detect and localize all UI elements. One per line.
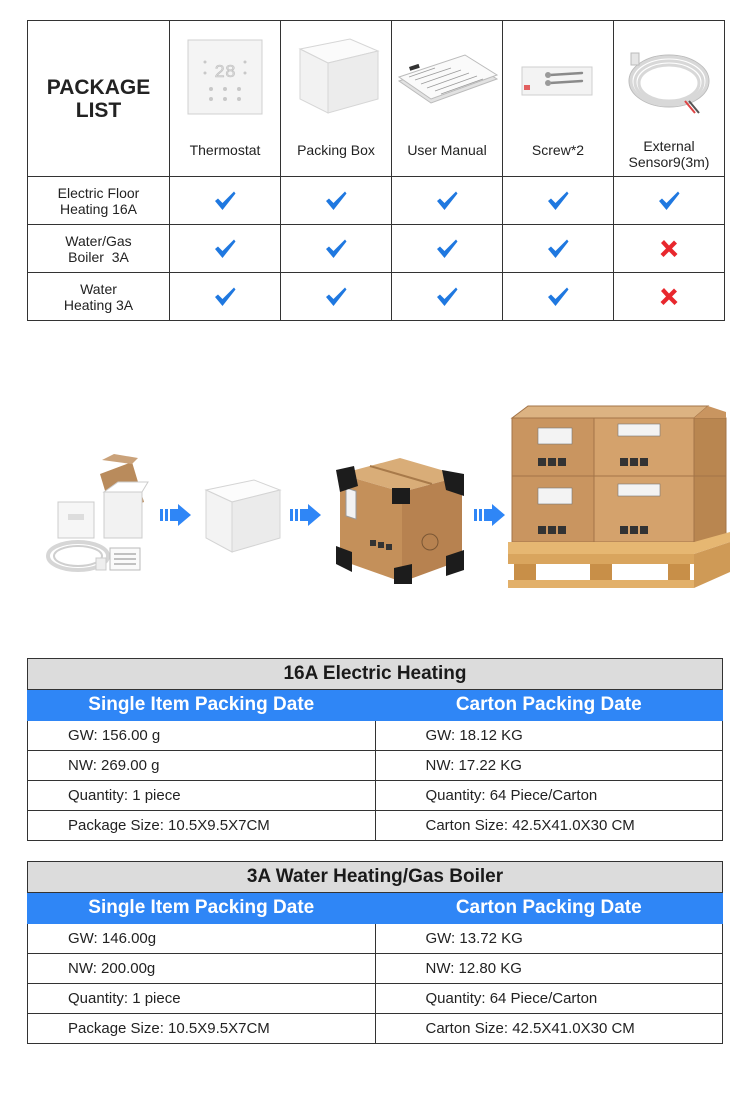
row-label-line2: Heating 16A xyxy=(59,200,138,217)
check-icon xyxy=(213,189,237,213)
included-mark xyxy=(614,273,725,321)
check-icon xyxy=(435,237,459,261)
included-mark xyxy=(170,177,281,225)
package-list-title-line1: PACKAGE xyxy=(46,75,151,99)
table-row xyxy=(28,924,723,954)
included-mark xyxy=(392,225,503,273)
screws-image xyxy=(520,65,596,104)
check-icon xyxy=(546,189,570,213)
arrow-right-icon xyxy=(160,504,192,531)
included-mark xyxy=(281,273,392,321)
check-icon xyxy=(435,285,459,309)
package-row xyxy=(28,225,725,273)
row-label-line1: Electric Floor xyxy=(57,184,140,201)
package-row xyxy=(28,273,725,321)
product-external-sensor xyxy=(614,21,725,177)
arrow-right-icon xyxy=(474,504,506,531)
check-icon xyxy=(324,237,348,261)
row-label xyxy=(28,177,170,225)
product-label-screws: Screw*2 xyxy=(531,142,585,158)
included-mark xyxy=(281,225,392,273)
thermostat-display: 28 xyxy=(214,63,236,83)
carton-size: Carton Size: 42.5X41.0X30 CM xyxy=(375,811,723,841)
check-icon xyxy=(546,237,570,261)
included-mark xyxy=(614,225,725,273)
check-icon xyxy=(213,237,237,261)
check-icon xyxy=(546,285,570,309)
check-icon xyxy=(213,285,237,309)
included-mark xyxy=(392,273,503,321)
single-item-quantity: Quantity: 1 piece xyxy=(28,781,376,811)
row-label-line2: Heating 3A xyxy=(63,296,134,313)
cross-icon xyxy=(657,237,681,261)
table-title: 16A Electric Heating xyxy=(28,659,723,690)
single-item-size: Package Size: 10.5X9.5X7CM xyxy=(28,1014,376,1044)
included-mark xyxy=(503,177,614,225)
carton-nw: NW: 12.80 KG xyxy=(375,954,723,984)
carton-gw: GW: 18.12 KG xyxy=(375,721,723,751)
product-label-sensor-line1: External xyxy=(643,138,695,154)
packing-table-3a xyxy=(27,861,723,1044)
included-mark xyxy=(503,225,614,273)
pallet-image xyxy=(508,402,730,617)
product-packing-box xyxy=(281,21,392,177)
table-row xyxy=(28,1014,723,1044)
table-row xyxy=(28,811,723,841)
carton-header: Carton Packing Date xyxy=(375,893,723,924)
included-mark xyxy=(503,273,614,321)
row-label xyxy=(28,273,170,321)
included-mark xyxy=(614,177,725,225)
product-label-packing-box: Packing Box xyxy=(297,142,375,158)
product-user-manual xyxy=(392,21,503,177)
carton-quantity: Quantity: 64 Piece/Carton xyxy=(375,984,723,1014)
package-list-title xyxy=(28,21,170,177)
carton-image xyxy=(334,456,466,589)
package-list-title-line2: LIST xyxy=(75,98,122,122)
single-item-gw: GW: 146.00g xyxy=(28,924,376,954)
row-label-line1: Water xyxy=(80,280,117,297)
carton-size: Carton Size: 42.5X41.0X30 CM xyxy=(375,1014,723,1044)
check-icon xyxy=(324,285,348,309)
check-icon xyxy=(657,189,681,213)
carton-header: Carton Packing Date xyxy=(375,690,723,721)
single-item-header: Single Item Packing Date xyxy=(28,893,376,924)
packing-table-16a xyxy=(27,658,723,841)
included-mark xyxy=(281,177,392,225)
white-box-image xyxy=(290,37,382,120)
carton-gw: GW: 13.72 KG xyxy=(375,924,723,954)
included-mark xyxy=(392,177,503,225)
packing-process xyxy=(0,420,750,620)
package-list-table xyxy=(27,20,725,321)
check-icon xyxy=(324,189,348,213)
included-mark xyxy=(170,225,281,273)
carton-quantity: Quantity: 64 Piece/Carton xyxy=(375,781,723,811)
carton-nw: NW: 17.22 KG xyxy=(375,751,723,781)
single-item-gw: GW: 156.00 g xyxy=(28,721,376,751)
product-screws xyxy=(503,21,614,177)
product-thermostat xyxy=(170,21,281,177)
table-title: 3A Water Heating/Gas Boiler xyxy=(28,862,723,893)
table-row xyxy=(28,751,723,781)
table-row xyxy=(28,954,723,984)
table-row xyxy=(28,781,723,811)
package-row xyxy=(28,177,725,225)
single-item-header: Single Item Packing Date xyxy=(28,690,376,721)
single-item-nw: NW: 200.00g xyxy=(28,954,376,984)
single-item-nw: NW: 269.00 g xyxy=(28,751,376,781)
table-row xyxy=(28,984,723,1014)
product-label-user-manual: User Manual xyxy=(407,142,487,158)
row-label xyxy=(28,225,170,273)
thermostat-image xyxy=(187,39,263,120)
included-mark xyxy=(170,273,281,321)
product-label-thermostat: Thermostat xyxy=(189,142,261,158)
white-box-image xyxy=(200,478,282,559)
table-row xyxy=(28,721,723,751)
arrow-right-icon xyxy=(290,504,322,531)
single-item-size: Package Size: 10.5X9.5X7CM xyxy=(28,811,376,841)
single-item-quantity: Quantity: 1 piece xyxy=(28,984,376,1014)
row-label-line1: Water/Gas xyxy=(65,232,132,249)
cross-icon xyxy=(657,285,681,309)
product-label-sensor-line2: Sensor9(3m) xyxy=(628,154,710,170)
check-icon xyxy=(435,189,459,213)
row-label-line2: Boiler 3A xyxy=(68,248,129,265)
manual-image xyxy=(395,53,499,120)
product-label-external-sensor xyxy=(614,138,724,170)
product-set-image xyxy=(44,452,152,581)
sensor-cable-image xyxy=(625,47,713,122)
